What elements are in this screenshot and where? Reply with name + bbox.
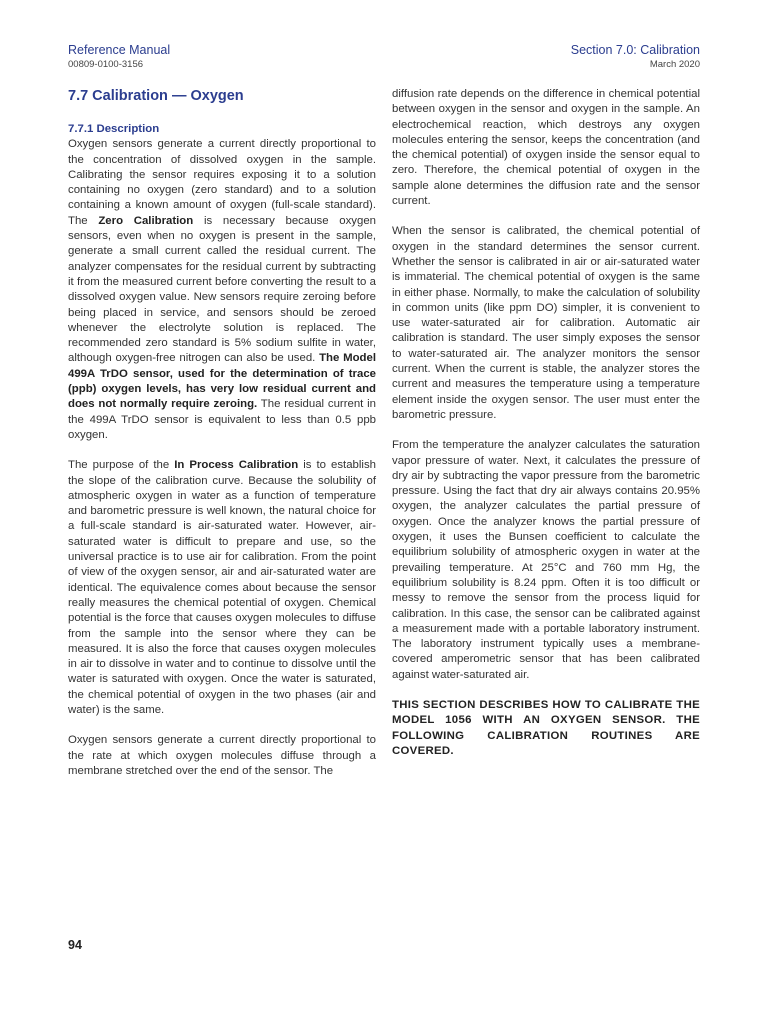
paragraph-diffusion-start: Oxygen sensors generate a current directly proportional to the rate at which oxygen molecules diffuse through a membrane stretched over the end of the sensor. The: [68, 734, 376, 777]
text-run: Oxygen sensors generate a current directly proportional to the concentration of dissolved oxygen in the sample. Calibrating the sensor requires exposing it to a solution containing no oxygen (zero standard) and to a solution containing a known amount of oxygen (full-scale standard). The: [68, 138, 376, 227]
paragraph-solubility-calculation: From the temperature the analyzer calculates the saturation vapor pressure of water. Next, it calculates the pressure of dry air by subtracting the vapor pressure from the barometric pressure. Using the fact that dry air always contains 20.95% oxygen, the analyzer calculates the partial pressure of oxygen. Once the analyzer knows the partial pressure of oxygen, it uses the Bunsen coefficient to calculate the equilibrium solubility of atmospheric oxygen in water at the prevailing temperature. At 25°C and 760 mm Hg, the equilibrium solubility is 8.24 ppm. Often it is too difficult or messy to remove the sensor from the process liquid for calibration. In this case, the sensor can be calibrated against a measurement made with a portable laboratory instrument. The laboratory instrument typically uses a membrane-covered amperometric sensor that has been calibrated against water-saturated air.: [392, 439, 700, 681]
header-right: [571, 43, 700, 71]
left-column: [68, 87, 376, 779]
publication-date: March 2020: [649, 59, 700, 70]
bold-term-in-process-calibration: In Process Calibration: [174, 459, 299, 472]
bold-note-trdo-sensor: The Model 499A TrDO sensor, used for the determination of trace (ppb) oxygen levels, has very low residual current and does not normally require zeroing.: [68, 352, 377, 411]
bold-term-zero-calibration: Zero Calibration: [98, 214, 194, 227]
paragraph-section-notice: THIS SECTION DESCRIBES HOW TO CALIBRATE THE MODEL 1056 WITH AN OXYGEN SENSOR. THE FOLLOWING CALIBRATION ROUTINES ARE COVERED.: [392, 698, 700, 757]
text-run: The residual current in the 499A TrDO sensor is equivalent to less than 0.5 ppb oxygen.: [68, 398, 376, 441]
paragraph-air-calibration: When the sensor is calibrated, the chemical potential of oxygen in the standard determines the sensor current. Whether the sensor is calibrated in air or air-saturated water is immaterial. The chemical potential of oxygen is the same in either phase. Normally, to make the calculation of solubility in common units (like ppm DO) simpler, it is convenient to use water-saturated air for calibration. Automatic air calibration is standard. The user simply exposes the sensor to water-saturated air. The analyzer monitors the sensor current. When the current is stable, the analyzer stores the current and measures the temperature using a temperature element inside the oxygen sensor. The user must enter the barometric pressure.: [392, 225, 700, 421]
paragraph-zero-calibration: [68, 137, 376, 443]
text-run: is to establish the slope of the calibration curve. Because the solubility of atmospheric oxygen in water as a function of temperature and barometric pressure is well known, the natural choice for a full-scale standard is air-saturated water. However, air-saturated water is difficult to prepare and use, so the universal practice is to use air for calibration. From the point of view of the oxygen sensor, air and air-saturated water are identical. The equivalence comes about because the sensor really measures the chemical potential of oxygen. Chemical potential is the force that causes oxygen molecules to diffuse from the sample into the sensor where they can be measured. It is also the force that causes oxygen molecules in air to dissolve in water and to continue to dissolve until the water is saturated with oxygen. Once the water is saturated, the chemical potential of oxygen in the two phases (air and water) is the same.: [68, 459, 376, 716]
header-left: [68, 43, 170, 71]
section-title: 7.7 Calibration — Oxygen: [68, 88, 244, 104]
paragraph-diffusion-continued: diffusion rate depends on the difference in chemical potential between oxygen in the sensor and oxygen in the sample. An electrochemical reaction, which destroys any oxygen molecules entering the sensor, keeps the concentration (and the chemical potential) of oxygen inside the sensor equal to zero. Therefore, the chemical potential of oxygen in the sample alone determines the diffusion rate and the sensor current.: [392, 88, 700, 208]
doc-number: 00809-0100-3156: [68, 59, 144, 70]
text-run: The purpose of the: [68, 459, 175, 472]
section-header-title: Section 7.0: Calibration: [570, 43, 700, 57]
subsection-title: 7.7.1 Description: [68, 123, 160, 135]
paragraph-in-process-calibration: [68, 458, 376, 718]
text-run: is necessary because oxygen sensors, even when no oxygen is present in the sample, generate a small current called the residual current. The analyzer compensates for the residual current by subtracting it from the measured current before converting the result to a dissolved oxygen value. New sensors require zeroing before being placed in service, and sensors should be zeroed whenever the electrolyte solution is replaced. The recommended zero standard is 5% sodium sulfite in water, although oxygen-free nitrogen can also be used.: [68, 214, 376, 365]
right-column: [392, 87, 700, 774]
page-number: 94: [68, 938, 82, 952]
manual-title: Reference Manual: [68, 43, 171, 57]
